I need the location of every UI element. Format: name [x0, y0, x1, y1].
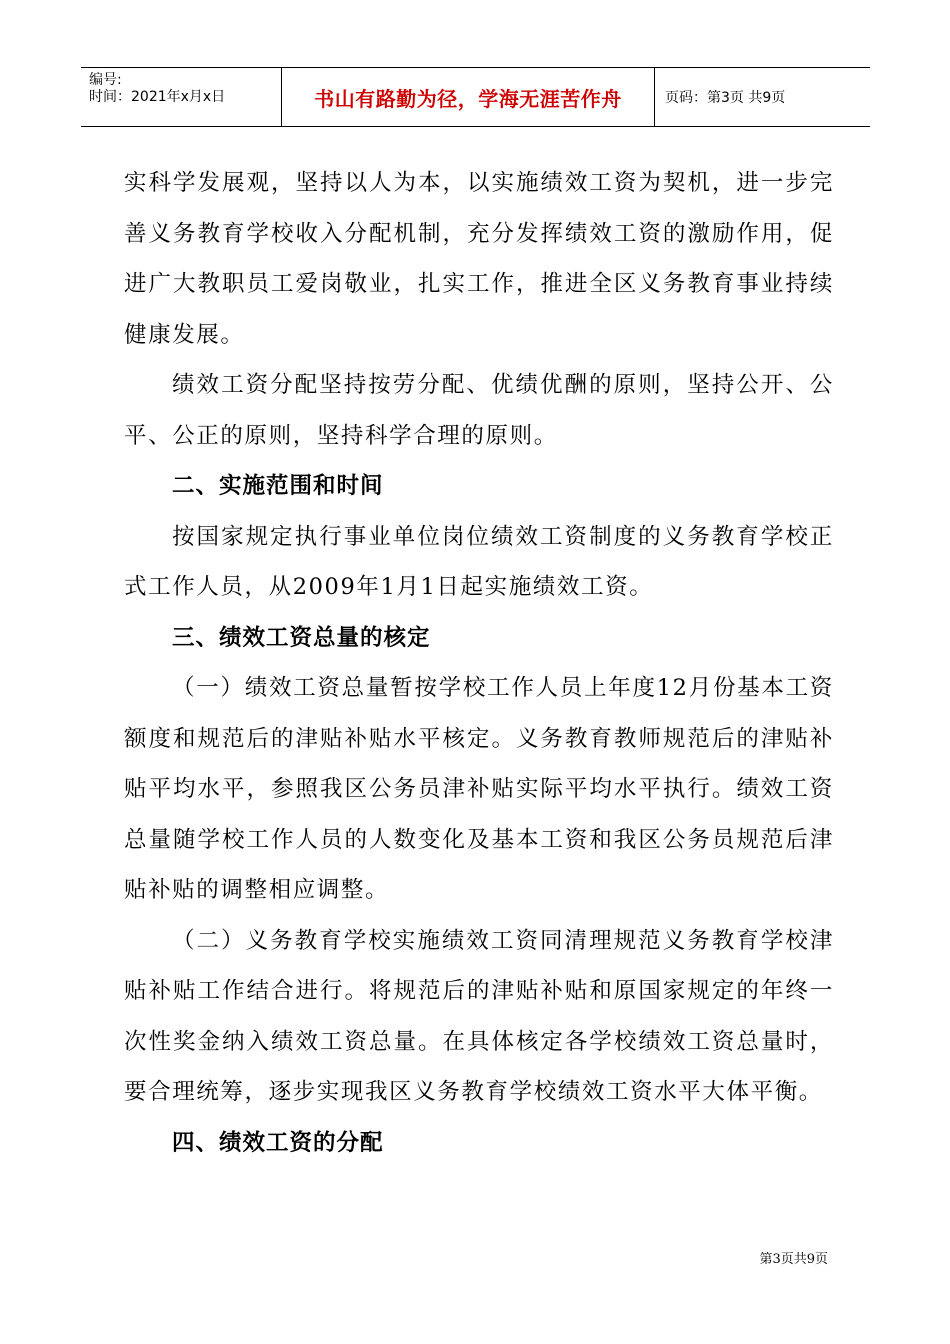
header-page-code: 页码：第3页 共9页: [665, 90, 786, 106]
paragraph-total-amount-2: （二）义务教育学校实施绩效工资同清理规范义务教育学校津贴补贴工作结合进行。将规范后的津贴补贴和原国家规定的年终一次性奖金纳入绩效工资总量。在具体核定各学校绩效工资总量时，要合理统筹，逐步实现我区义务教育学校绩效工资水平大体平衡。: [124, 927, 834, 1105]
paragraph-total-amount-1: （一）绩效工资总量暂按学校工作人员上年度12月份基本工资额度和规范后的津贴补贴水平核定。义务教育教师规范后的津贴补贴平均水平，参照我区公务员津补贴实际平均水平执行。绩效工资总量随学校工作人员的人数变化及基本工资和我区公务员规范后津贴补贴的调整相应调整。: [124, 675, 834, 903]
section-heading-total-amount: 三、绩效工资总量的核定: [172, 624, 431, 651]
section-heading-distribution: 四、绩效工资的分配: [172, 1129, 384, 1156]
header-meta-cell: [81, 68, 282, 126]
document-body: [124, 158, 834, 1168]
document-header: [81, 67, 870, 127]
page-footer: 第3页共9页: [759, 1252, 828, 1267]
header-motto: 书山有路勤为径，学海无涯苦作舟: [314, 86, 622, 111]
document-time-label: 时间：2021年x月x日: [89, 89, 226, 105]
paragraph-guiding-thought-continued: 实科学发展观，坚持以人为本，以实施绩效工资为契机，进一步完善义务教育学校收入分配机制，充分发挥绩效工资的激励作用，促进广大教职员工爱岗敬业，扎实工作，推进全区义务教育事业持续健康发展。: [124, 170, 834, 348]
paragraph-scope: 按国家规定执行事业单位岗位绩效工资制度的义务教育学校正式工作人员，从2009年1月1日起实施绩效工资。: [124, 523, 834, 600]
header-page-cell: [655, 68, 870, 126]
paragraph-principles: 绩效工资分配坚持按劳分配、优绩优酬的原则，坚持公开、公平、公正的原则，坚持科学合理的原则。: [124, 372, 834, 449]
section-heading-scope: 二、实施范围和时间: [172, 473, 384, 499]
document-number-label: 编号:: [89, 72, 122, 88]
header-motto-cell: [282, 68, 655, 126]
